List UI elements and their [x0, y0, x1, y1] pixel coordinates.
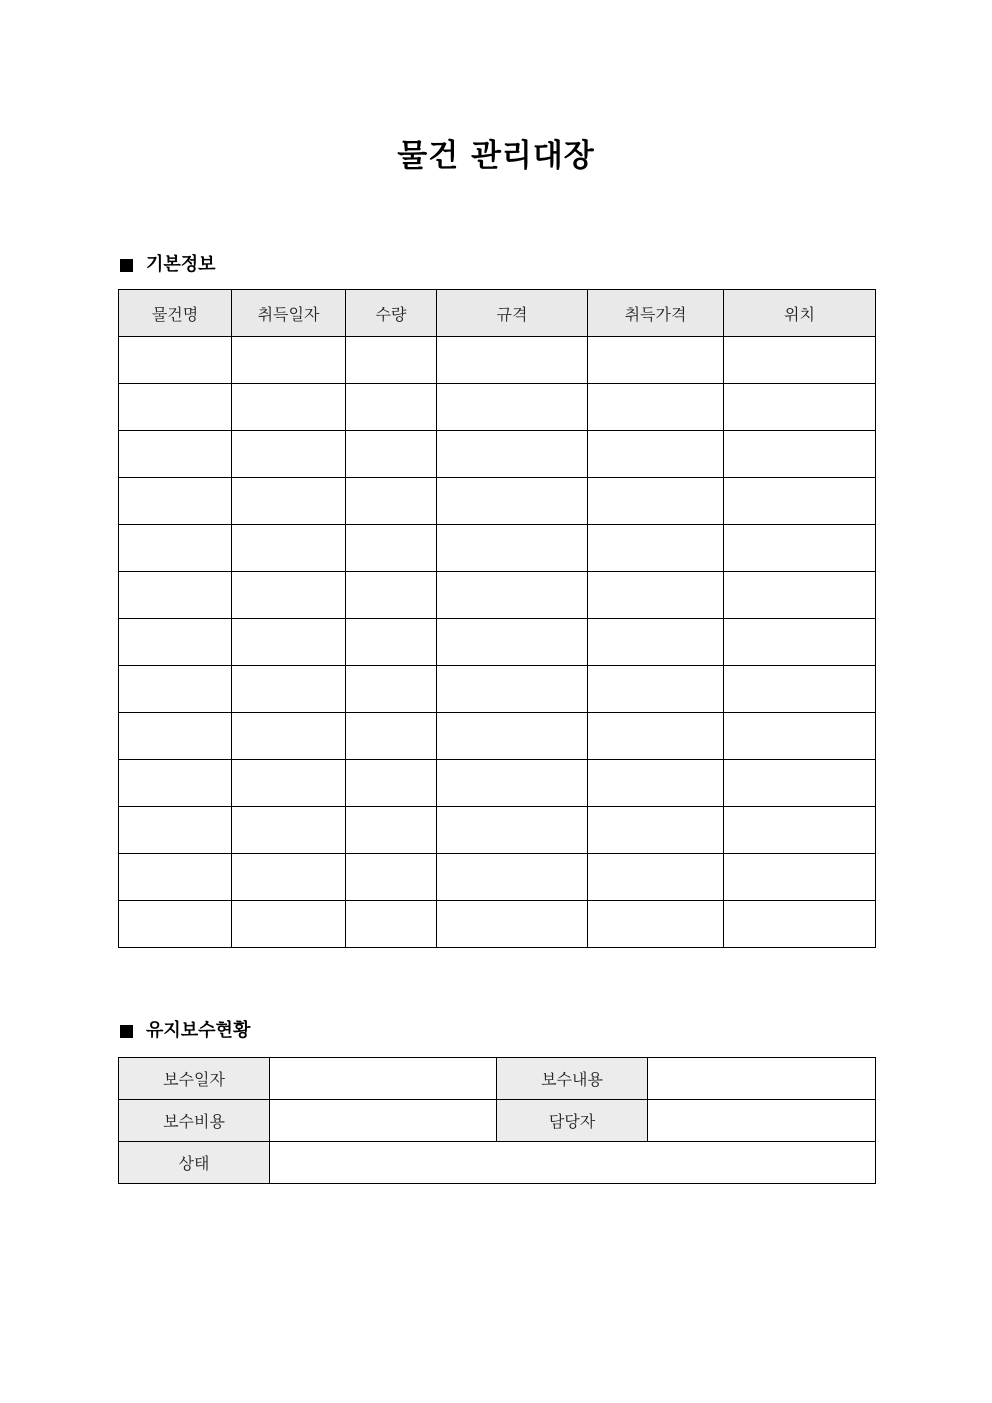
table-row	[119, 854, 876, 901]
table-cell-quantity[interactable]	[346, 901, 437, 948]
basic-info-table	[118, 289, 876, 948]
table-cell-acquisition-date[interactable]	[232, 572, 346, 619]
table-row	[119, 901, 876, 948]
table-cell-specification[interactable]	[437, 525, 588, 572]
table-row	[119, 431, 876, 478]
table-cell-quantity[interactable]	[346, 854, 437, 901]
status-field[interactable]	[270, 1142, 876, 1184]
table-cell-specification[interactable]	[437, 760, 588, 807]
basic-info-heading-label: 기본정보	[146, 254, 216, 275]
table-row	[119, 337, 876, 384]
repair-date-label: 보수일자	[119, 1058, 270, 1100]
table-cell-acquisition-price[interactable]	[588, 854, 724, 901]
table-cell-quantity[interactable]	[346, 384, 437, 431]
column-header-acquisition-date: 취득일자	[232, 290, 346, 337]
table-cell-item-name[interactable]	[119, 854, 232, 901]
table-cell-specification[interactable]	[437, 384, 588, 431]
table-cell-acquisition-price[interactable]	[588, 760, 724, 807]
table-row	[119, 1100, 876, 1142]
table-cell-acquisition-price[interactable]	[588, 619, 724, 666]
column-header-item-name: 물건명	[119, 290, 232, 337]
table-cell-specification[interactable]	[437, 572, 588, 619]
table-cell-location[interactable]	[724, 431, 876, 478]
table-cell-quantity[interactable]	[346, 807, 437, 854]
table-cell-acquisition-price[interactable]	[588, 666, 724, 713]
table-cell-quantity[interactable]	[346, 525, 437, 572]
square-bullet-icon	[120, 1025, 133, 1038]
table-cell-location[interactable]	[724, 384, 876, 431]
table-cell-acquisition-date[interactable]	[232, 525, 346, 572]
table-cell-acquisition-price[interactable]	[588, 525, 724, 572]
table-cell-item-name[interactable]	[119, 431, 232, 478]
table-cell-specification[interactable]	[437, 713, 588, 760]
table-cell-location[interactable]	[724, 713, 876, 760]
table-cell-acquisition-price[interactable]	[588, 901, 724, 948]
manager-label: 담당자	[497, 1100, 648, 1142]
table-row	[119, 619, 876, 666]
table-cell-acquisition-date[interactable]	[232, 713, 346, 760]
table-row	[119, 478, 876, 525]
column-header-location: 위치	[724, 290, 876, 337]
table-row	[119, 760, 876, 807]
table-cell-item-name[interactable]	[119, 713, 232, 760]
table-row	[119, 1142, 876, 1184]
table-cell-location[interactable]	[724, 901, 876, 948]
table-cell-location[interactable]	[724, 854, 876, 901]
table-cell-acquisition-date[interactable]	[232, 478, 346, 525]
repair-date-field[interactable]	[270, 1058, 497, 1100]
table-cell-location[interactable]	[724, 666, 876, 713]
table-cell-acquisition-price[interactable]	[588, 713, 724, 760]
status-label: 상태	[119, 1142, 270, 1184]
table-cell-location[interactable]	[724, 337, 876, 384]
table-cell-quantity[interactable]	[346, 431, 437, 478]
table-cell-acquisition-date[interactable]	[232, 807, 346, 854]
column-header-specification: 규격	[437, 290, 588, 337]
column-header-acquisition-price: 취득가격	[588, 290, 724, 337]
table-cell-item-name[interactable]	[119, 478, 232, 525]
table-cell-specification[interactable]	[437, 619, 588, 666]
table-cell-specification[interactable]	[437, 478, 588, 525]
basic-info-heading	[118, 252, 216, 278]
table-cell-item-name[interactable]	[119, 666, 232, 713]
table-row	[119, 807, 876, 854]
table-row	[119, 572, 876, 619]
table-cell-specification[interactable]	[437, 901, 588, 948]
table-cell-item-name[interactable]	[119, 337, 232, 384]
table-cell-item-name[interactable]	[119, 807, 232, 854]
table-row	[119, 713, 876, 760]
page-title: 물건 관리대장	[397, 138, 595, 174]
repair-cost-label: 보수비용	[119, 1100, 270, 1142]
table-cell-acquisition-date[interactable]	[232, 384, 346, 431]
table-cell-acquisition-date[interactable]	[232, 666, 346, 713]
table-row	[119, 666, 876, 713]
table-cell-acquisition-date[interactable]	[232, 854, 346, 901]
table-cell-acquisition-price[interactable]	[588, 337, 724, 384]
table-cell-quantity[interactable]	[346, 760, 437, 807]
table-cell-specification[interactable]	[437, 854, 588, 901]
table-cell-acquisition-date[interactable]	[232, 760, 346, 807]
manager-field[interactable]	[648, 1100, 876, 1142]
table-cell-quantity[interactable]	[346, 713, 437, 760]
table-cell-item-name[interactable]	[119, 760, 232, 807]
table-cell-quantity[interactable]	[346, 337, 437, 384]
table-cell-specification[interactable]	[437, 807, 588, 854]
table-cell-item-name[interactable]	[119, 572, 232, 619]
table-cell-acquisition-date[interactable]	[232, 431, 346, 478]
table-cell-location[interactable]	[724, 619, 876, 666]
table-cell-quantity[interactable]	[346, 572, 437, 619]
maintenance-heading	[118, 1018, 250, 1044]
table-row	[119, 1058, 876, 1100]
table-cell-acquisition-date[interactable]	[232, 619, 346, 666]
table-cell-specification[interactable]	[437, 666, 588, 713]
table-cell-acquisition-price[interactable]	[588, 384, 724, 431]
repair-cost-field[interactable]	[270, 1100, 497, 1142]
table-cell-quantity[interactable]	[346, 666, 437, 713]
repair-content-label: 보수내용	[497, 1058, 648, 1100]
repair-content-field[interactable]	[648, 1058, 876, 1100]
table-cell-acquisition-price[interactable]	[588, 807, 724, 854]
table-row	[119, 525, 876, 572]
table-cell-item-name[interactable]	[119, 619, 232, 666]
table-cell-location[interactable]	[724, 760, 876, 807]
table-cell-quantity[interactable]	[346, 478, 437, 525]
table-header-row	[119, 290, 876, 337]
table-cell-acquisition-price[interactable]	[588, 431, 724, 478]
table-cell-acquisition-price[interactable]	[588, 572, 724, 619]
column-header-quantity: 수량	[346, 290, 437, 337]
table-cell-quantity[interactable]	[346, 619, 437, 666]
table-cell-location[interactable]	[724, 572, 876, 619]
table-cell-acquisition-date[interactable]	[232, 337, 346, 384]
table-row	[119, 384, 876, 431]
table-cell-location[interactable]	[724, 525, 876, 572]
table-cell-location[interactable]	[724, 807, 876, 854]
maintenance-heading-label: 유지보수현황	[146, 1020, 251, 1041]
maintenance-table	[118, 1057, 876, 1184]
table-cell-item-name[interactable]	[119, 901, 232, 948]
square-bullet-icon	[120, 259, 133, 272]
table-cell-specification[interactable]	[437, 337, 588, 384]
table-cell-specification[interactable]	[437, 431, 588, 478]
table-cell-item-name[interactable]	[119, 525, 232, 572]
basic-info-table-body	[119, 337, 876, 948]
table-cell-acquisition-date[interactable]	[232, 901, 346, 948]
table-cell-acquisition-price[interactable]	[588, 478, 724, 525]
table-cell-location[interactable]	[724, 478, 876, 525]
table-cell-item-name[interactable]	[119, 384, 232, 431]
